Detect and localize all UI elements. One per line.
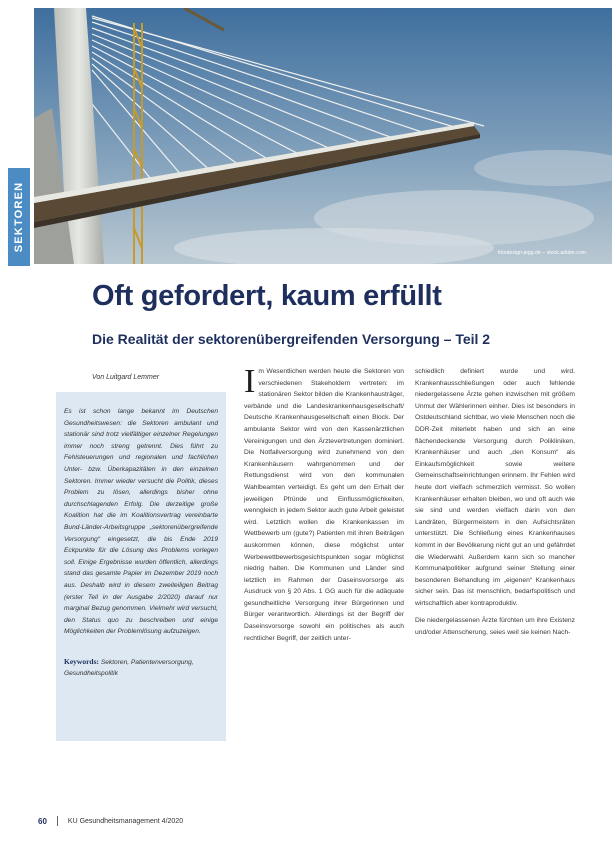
photo-credit: fotodesign-jegg.de – stock.adobe.com (497, 250, 586, 256)
bridge-illustration (34, 8, 612, 264)
keywords (64, 656, 218, 679)
keywords-value: Sektoren, Patientenversorgung, Gesundheitspolitik (64, 658, 194, 677)
abstract-box (56, 392, 226, 741)
page-number: 60 (38, 816, 47, 826)
body-paragraph (244, 363, 404, 644)
section-tab (8, 168, 30, 266)
dropcap: I (244, 363, 256, 400)
page-footer (38, 816, 183, 826)
body-column-1 (244, 363, 404, 644)
abstract-text: Es ist schon lange bekannt im Deutschen Gesundheitswesen: die Sektoren ambulant und stationär sind trotz vielfältiger einzelner Regelungen immer noch streng getrennt. Dies führt zu Fehlsteuerungen und regionalen und fachlichen Unter- bzw. Überkapazitäten in den einzelnen Sektoren. Immer wieder versucht die Politik, dieses Problem zu lösen, allerdings bisher ohne durchschlagenden Erfolg. Die derzeitige große Koalition hat die im Koalitionsvertrag vereinbarte Bund-Länder-Arbeitsgruppe „sektorenübergreifende Versorgung“ eingesetzt, die bis Ende 2019 Eckpunkte für die Lösung des Problems vorlegen soll. Einige Ergebnisse wurden öffentlich, allerdings stand das gesamte Papier im Dezember 2019 noch aus. Deshalb wird in diesem zweiteiligen Beitrag (erster Teil in der Ausgabe 2/2020) darauf nur marginal Bezug genommen. Vielmehr wird versucht, den Status quo zu beschreiben und einige Möglichkeiten der Problemlösung aufzuzeigen. (64, 408, 218, 636)
body-column-2 (415, 366, 575, 639)
body-paragraph: Die niedergelassenen Ärzte fürchten um ihre Existenz und/oder Attenscherung, seies weil sie keinen Nach- (415, 617, 575, 637)
body-paragraph-text: m Wesentlichen werden heute die Sektoren von verschiedenen Stakeholdern vertreten: im stationären Sektor bilden die Krankenhausträger, verbände und die Landeskrankenhausgesellschaft/ Deutsche Krankenhausgesellschaft einen Block. Der ambulante Sektor wird von den Kassenärztlichen Vereinigungen und den Ärztevertretungen dominiert. Die Notfallversorgung wird zunehmend von den Krankenhäusern wahrgenommen und der Rettungsdienst wird von den kommunalen Wahlbeamten verteidigt. Es geht um den Erhalt der jeweiligen Pfründe und Einflussmöglichkeiten, wenngleich in jedem Sektor auch gute Arbeit geleistet wird. Letztlich wollen die Krankenkassen im Wettbewerb um (gute?) Patienten mit ihren Beiträgen auskommen können, diese möglichst unter Werbewettbewerbsgesichtspunkten sogar möglichst niedrig halten. Die Kommunen und Länder sind letztlich im Rahmen der Daseinsvorsorge als Ausdruck von § 20 Abs. 1 GG auch für die adäquate gesundheitliche Versorgung ihrer Bürgerinnen und Bürger verantwortlich. Allerdings ist der Begriff der Daseinsvorsorge sowohl ein politisches als auch rechtlicher Begriff, der zeitlich unter- (244, 368, 404, 642)
body-paragraph: schiedlich definiert wurde und wird. Krankenhausschließungen oder auch fehlende niedergelassene Ärzte gehen inzwischen mit größem Unmut der Wählerinnen einher. Dies ist besonders in Ostdeutschland sichtbar, wo viele Menschen noch die DDR-Zeit miterlebt haben und sich an eine flächendeckende Versorgung durch Polikliniken, Krankenhäuser und auch „den Konsum“ als Einkaufsmöglichkeit sowie weitere Gemeinschaftseinrichtungen erinnern. Ihr Fehlen wird heute dort vielfach schmerzlich vermisst. So wollen Krankenhäuser erhalten bleiben, wo und oft auch wie sie sind und werden vielfach darin von den Landräten, Bürgermeistern in den Aufsichtsräten unterstützt. Die Schließung eines Krankenhauses kommt in der Bevölkerung nicht gut an und gefährdet die Wiederwahl. Außerdem kann sich so mancher Kommunalpolitiker aufgrund seiner Stellung einer besonderen Behandlung im „eigenen“ Krankenhaus sicher sein. Das ist menschlich, bedarfspolitisch und wirtschaftlich aber kontraproduktiv. (415, 368, 575, 607)
journal-name: KU Gesundheitsmanagement 4/2020 (67, 817, 184, 825)
article-subtitle: Die Realität der sektorenübergreifenden Versorgung – Teil 2 (92, 331, 491, 347)
footer-divider (57, 816, 58, 826)
byline: Von Luitgard Lemmer (92, 374, 160, 381)
article-title: Oft gefordert, kaum erfüllt (92, 280, 442, 312)
section-tab-label: SEKTOREN (13, 181, 25, 253)
hero-image (34, 8, 612, 264)
keywords-label: Keywords: (64, 656, 99, 666)
